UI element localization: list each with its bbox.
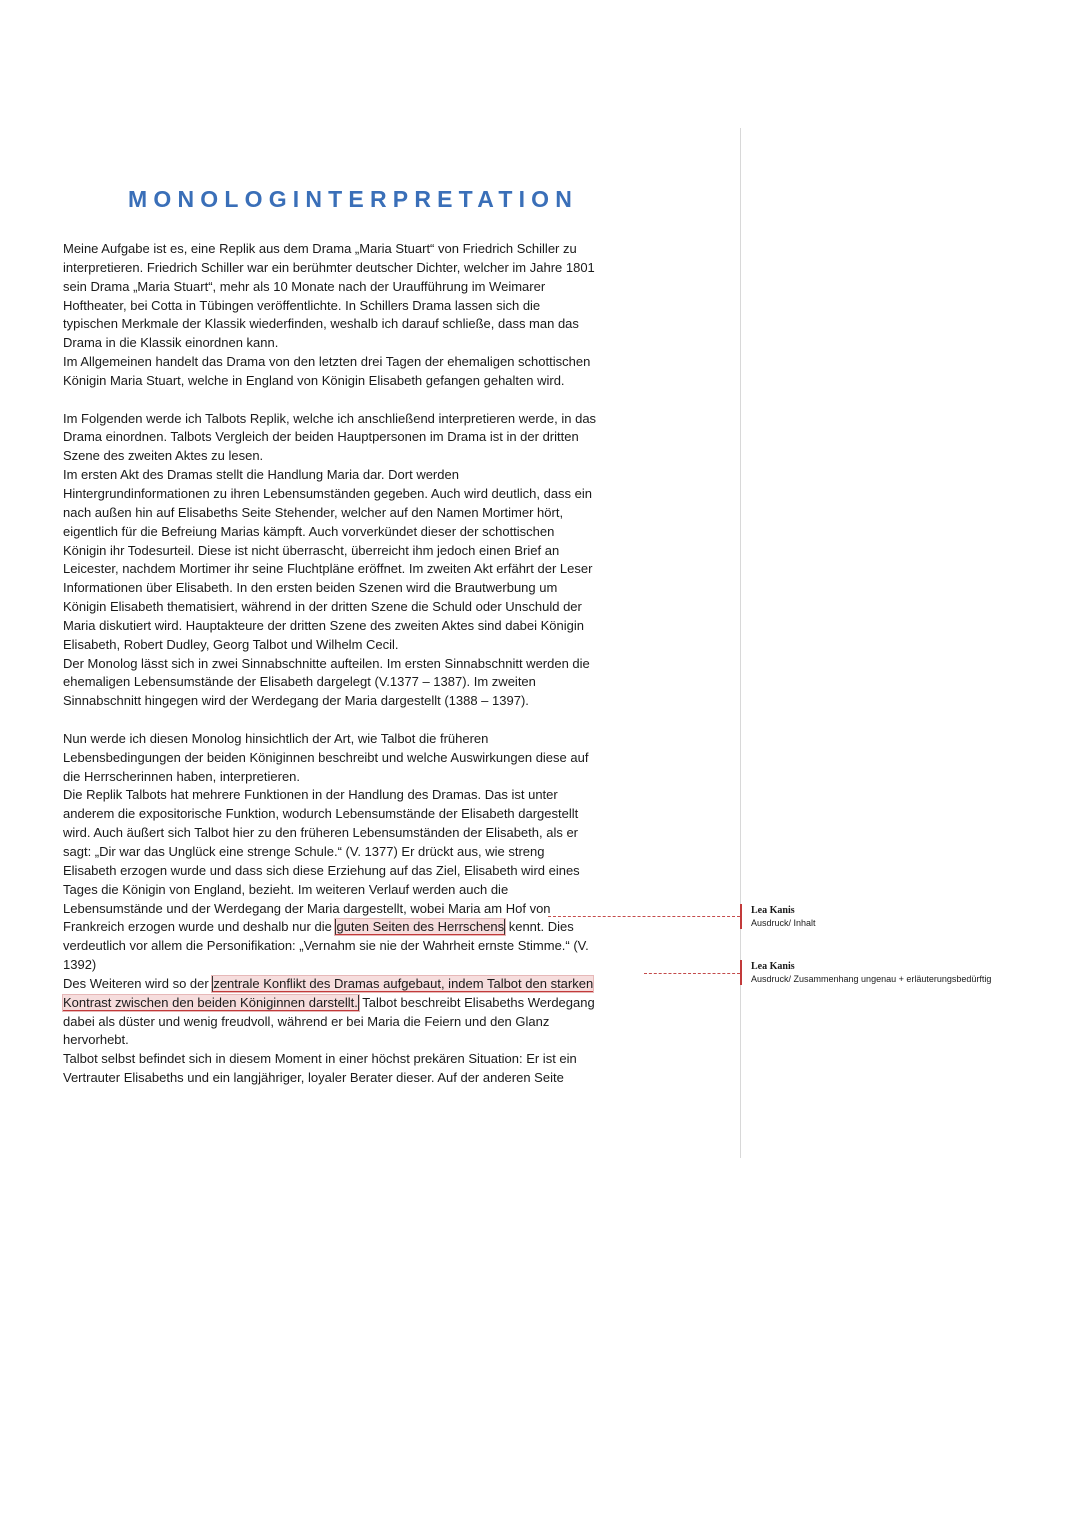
body-line: Drama einordnen. Talbots Vergleich der beiden Hauptpersonen im Drama ist in der dritten bbox=[63, 429, 579, 445]
body-line: Talbot selbst befindet sich in diesem Moment in einer höchst prekären Situation: Er ist ein bbox=[63, 1051, 577, 1067]
comment-text: Ausdruck/ Zusammenhang ungenau + erläuterungsbedürftig bbox=[751, 974, 992, 984]
comment-text: Ausdruck/ Inhalt bbox=[751, 918, 816, 928]
body-line: Sinnabschnitt hingegen wird der Werdegang der Maria dargestellt (1388 – 1397). bbox=[63, 693, 529, 709]
body-line: Elisabeth erzogen wurde und dass sich diese Erziehung auf das Ziel, Elisabeth wird eines bbox=[63, 862, 580, 878]
body-line: Szene des zweiten Aktes zu lesen. bbox=[63, 448, 264, 464]
body-line: Leicester, nachdem Mortimer ihr seine Fluchtpläne eröffnet. Im zweiten Akt erfährt der Leser bbox=[63, 561, 593, 577]
body-line: Hoftheater, bei Cotta in Tübingen veröffentlichte. In Schillers Drama lassen sich die bbox=[63, 297, 541, 313]
line-text: Des Weiteren wird so der bbox=[63, 975, 213, 991]
body-line: dabei als düster und wenig freudvoll, während er bei Maria die Feiern und den Glanz bbox=[63, 1013, 550, 1029]
body-line: eigentlich für die Befreiung Marias kämpft. Auch vorverkündet dieser der schottischen bbox=[63, 523, 555, 539]
body-line: nach außen hin auf Elisabeths Seite Stehender, welcher auf den Namen Mortimer hört, bbox=[63, 504, 564, 520]
body-line: Tages die Königin von England, bezieht. Im weiteren Verlauf werden auch die bbox=[63, 881, 509, 897]
body-line: Im Allgemeinen handelt das Drama von den letzten drei Tagen der ehemaligen schottischen bbox=[63, 354, 591, 370]
body-line: Vertrauter Elisabeths und ein langjähriger, loyaler Berater dieser. Auf der anderen Seite bbox=[63, 1070, 564, 1086]
body-line: Königin Elisabeth thematisiert, während in der dritten Szene die Schuld oder Unschuld der bbox=[63, 599, 582, 615]
body-line: Informationen über Elisabeth. In den ersten beiden Szenen wird die Brautwerbung um bbox=[63, 580, 558, 596]
body-line bbox=[63, 975, 663, 994]
body-line: Im ersten Akt des Dramas stellt die Handlung Maria dar. Dort werden bbox=[63, 467, 459, 483]
body-line: Maria diskutiert wird. Hauptakteure der dritten Szene des zweiten Aktes sind dabei Königin bbox=[63, 617, 585, 633]
comment-1[interactable] bbox=[740, 904, 1080, 929]
highlighted-text[interactable]: Kontrast zwischen den beiden Königinnen darstellt. bbox=[63, 994, 358, 1010]
body-line: sein Drama „Maria Stuart“, mehr als 10 Monate nach der Uraufführung im Weimarer bbox=[63, 278, 546, 294]
body-line: interpretieren. Friedrich Schiller war ein berühmter deutscher Dichter, welcher im Jahre 1801 bbox=[63, 259, 595, 275]
body-line: die Herrscherinnen haben, interpretieren. bbox=[63, 768, 301, 784]
comment-connector-2 bbox=[644, 973, 740, 974]
body-line: wird. Auch äußert sich Talbot hier zu den früheren Lebensumständen der Elisabeth, als er bbox=[63, 825, 579, 841]
line-text: Frankreich erzogen wurde und deshalb nur die bbox=[63, 919, 336, 935]
body-line: anderem die expositorische Funktion, wodurch Lebensumstände der Elisabeth dargestellt bbox=[63, 806, 579, 822]
body-line: Königin ihr Todesurteil. Diese ist nicht überrascht, überreicht ihm jedoch einen Brief an bbox=[63, 542, 560, 558]
line-text: Talbot beschreibt Elisabeths Werdegang bbox=[358, 994, 595, 1010]
comment-2[interactable] bbox=[740, 960, 1080, 985]
page-title: MONOLOGINTERPRETATION bbox=[128, 186, 579, 212]
body-line: Der Monolog lässt sich in zwei Sinnabschnitte aufteilen. Im ersten Sinnabschnitt werden die bbox=[63, 655, 590, 671]
comment-connector-1 bbox=[548, 916, 740, 917]
body-line: verdeutlich vor allem die Personifikation: „Vernahm sie nie der Wahrheit ernste Stimme.“ (V. bbox=[63, 938, 589, 954]
body-line: Nun werde ich diesen Monolog hinsichtlich der Art, wie Talbot die früheren bbox=[63, 730, 489, 746]
body-line: typischen Merkmale der Klassik wiederfinden, weshalb ich darauf schließe, dass man das bbox=[63, 316, 579, 332]
body-line: Lebensumstände und der Werdegang der Maria dargestellt, wobei Maria am Hof von bbox=[63, 900, 551, 916]
body-line: Die Replik Talbots hat mehrere Funktionen in der Handlung des Dramas. Das ist unter bbox=[63, 787, 558, 803]
body-line: sagt: „Dir war das Unglück eine strenge Schule.“ (V. 1377) Er drückt aus, wie streng bbox=[63, 844, 545, 859]
line-text: kennt. Dies bbox=[505, 919, 574, 935]
body-line: Meine Aufgabe ist es, eine Replik aus dem Drama „Maria Stuart“ von Friedrich Schiller zu bbox=[63, 241, 577, 256]
margin-divider bbox=[740, 128, 741, 1158]
body-line: ehemaligen Lebensumstände der Elisabeth dargelegt (V.1377 – 1387). Im zweiten bbox=[63, 674, 536, 690]
body-line bbox=[63, 994, 663, 1013]
body-line: hervorhebt. bbox=[63, 1032, 129, 1048]
comment-author: Lea Kanis bbox=[751, 961, 795, 972]
body-line: Im Folgenden werde ich Talbots Replik, welche ich anschließend interpretieren werde, in das bbox=[63, 410, 597, 426]
body-line: Elisabeth, Robert Dudley, Georg Talbot und Wilhelm Cecil. bbox=[63, 636, 399, 652]
body-line: Königin Maria Stuart, welche in England von Königin Elisabeth gefangen gehalten wird. bbox=[63, 372, 565, 388]
paragraph-gap bbox=[63, 391, 663, 410]
body-line: Drama in die Klassik einordnen kann. bbox=[63, 335, 279, 351]
paragraph-gap bbox=[63, 711, 663, 730]
body-line: Hintergrundinformationen zu ihren Lebensumständen gegeben. Auch wird deutlich, dass ein bbox=[63, 485, 593, 501]
body-line bbox=[63, 918, 663, 937]
body-line: Lebensbedingungen der beiden Königinnen beschreibt und welche Auswirkungen diese auf bbox=[63, 749, 589, 765]
body-line: 1392) bbox=[63, 957, 97, 973]
document-body bbox=[63, 240, 663, 1088]
comment-author: Lea Kanis bbox=[751, 905, 795, 916]
highlighted-text[interactable]: guten Seiten des Herrschens bbox=[336, 919, 505, 935]
highlighted-text[interactable]: zentrale Konflikt des Dramas aufgebaut, indem Talbot den starken bbox=[213, 975, 594, 991]
